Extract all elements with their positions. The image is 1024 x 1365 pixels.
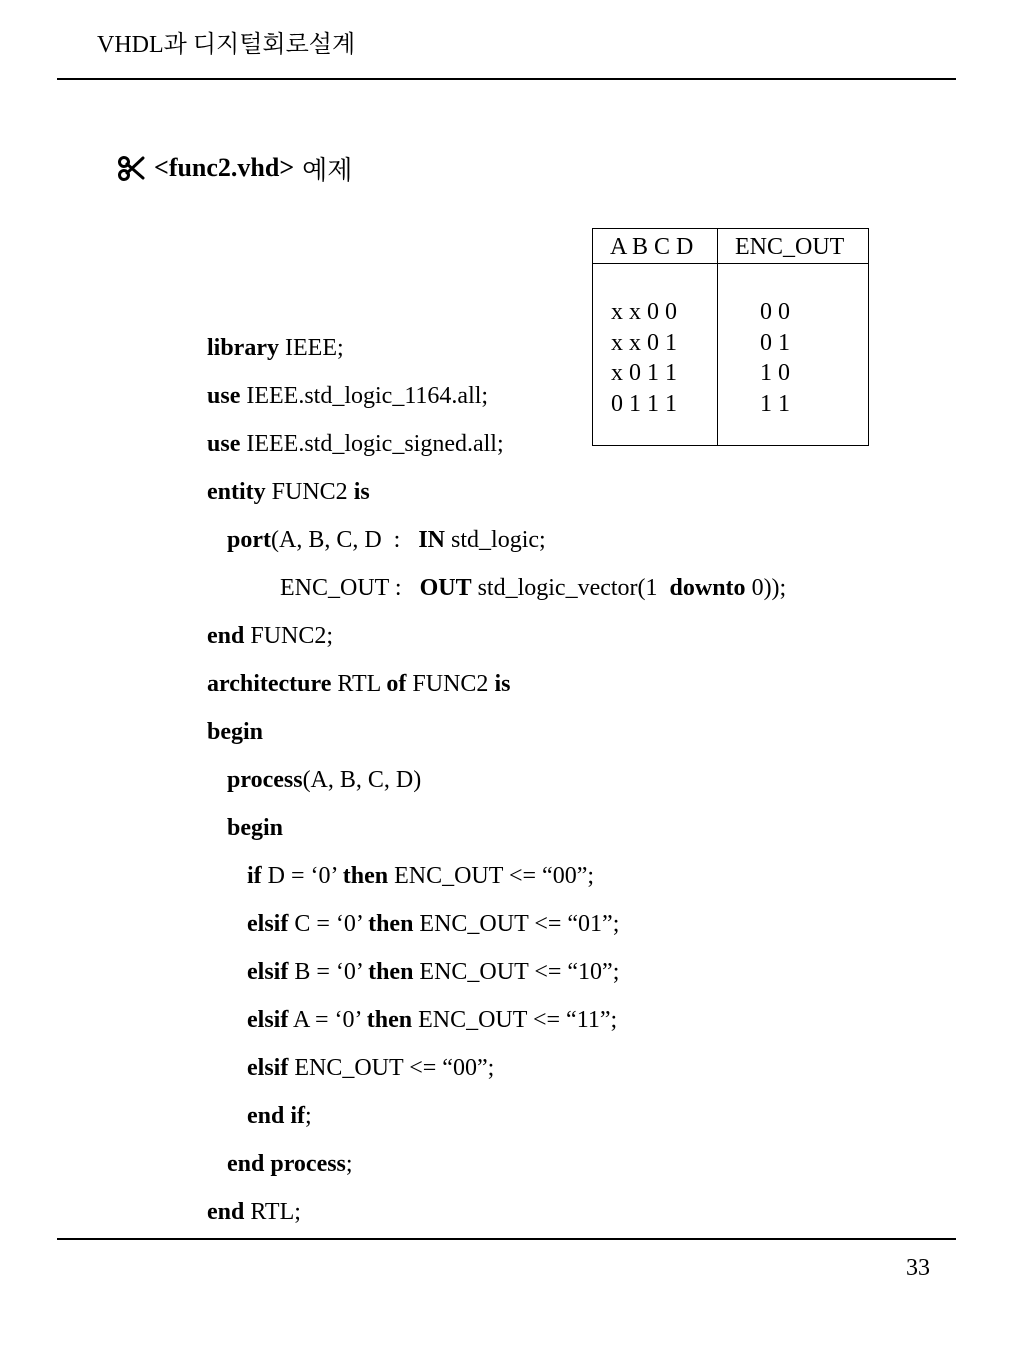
code-line — [207, 422, 786, 470]
code-text: RTL; — [244, 1199, 301, 1225]
code-line — [207, 326, 786, 374]
code-line — [207, 950, 786, 998]
code-keyword: then — [368, 959, 414, 985]
table-cell-input: x x 0 1 — [611, 329, 677, 356]
code-keyword: use — [207, 431, 241, 457]
table-cell-output: 1 0 — [760, 360, 790, 386]
code-keyword: then — [342, 863, 389, 889]
code-text: ; — [345, 1151, 353, 1177]
code-text: ENC_OUT <= “01”; — [413, 911, 620, 937]
table-row — [593, 297, 868, 328]
table-cell-output: 1 1 — [760, 390, 790, 417]
code-keyword: IN — [418, 527, 446, 553]
code-keyword: end if — [247, 1103, 306, 1129]
code-keyword: end — [207, 1199, 245, 1225]
table-header-divider — [593, 263, 868, 264]
code-line — [207, 470, 786, 518]
code-text: ; — [305, 1103, 312, 1129]
code-keyword: library — [207, 335, 279, 361]
code-line — [207, 1094, 786, 1142]
table-cell-output: 0 1 — [760, 329, 790, 356]
code-text: 0)); — [745, 575, 787, 601]
code-line — [207, 710, 786, 758]
code-keyword: use — [207, 383, 241, 409]
section-heading — [116, 148, 352, 188]
code-keyword: elsif — [247, 959, 289, 985]
code-keyword: downto — [669, 575, 746, 601]
code-line — [207, 854, 786, 902]
code-text: IEEE; — [279, 335, 344, 361]
table-cell-input: x x 0 0 — [611, 299, 677, 325]
code-text: C = ‘0’ — [288, 911, 369, 937]
code-line — [207, 1046, 786, 1094]
code-text: A = ‘0’ — [288, 1007, 367, 1033]
code-keyword: architecture — [207, 671, 332, 697]
table-cell-output: 0 0 — [760, 299, 790, 325]
header-divider — [57, 78, 956, 80]
scissors-icon — [116, 153, 146, 183]
code-text: FUNC2 — [265, 479, 354, 505]
code-line — [207, 374, 786, 422]
code-text: FUNC2; — [244, 623, 334, 649]
code-keyword: elsif — [247, 1055, 289, 1081]
code-line — [207, 614, 786, 662]
document-header-title: VHDL과 디지털회로설계 — [97, 32, 356, 58]
table-cell-input: 0 1 1 1 — [611, 390, 677, 417]
table-header-output: ENC_OUT — [735, 234, 845, 260]
code-keyword: process — [227, 767, 303, 793]
code-line — [207, 662, 786, 710]
section-heading-text: <func2.vhd> — [154, 153, 295, 182]
code-keyword: is — [494, 671, 511, 697]
code-text: std_logic; — [445, 527, 546, 553]
vhdl-code-block — [207, 326, 786, 1238]
code-keyword: is — [353, 479, 370, 505]
code-line — [207, 902, 786, 950]
code-text: ENC_OUT <= “10”; — [413, 959, 620, 985]
footer-divider — [57, 1238, 956, 1240]
code-keyword: entity — [207, 479, 266, 505]
code-keyword: elsif — [247, 911, 289, 937]
code-text: IEEE.std_logic_1164.all; — [240, 383, 489, 409]
code-text: RTL — [331, 671, 387, 697]
code-line — [207, 758, 786, 806]
code-keyword: of — [386, 671, 407, 697]
code-keyword: port — [227, 527, 271, 553]
code-line — [207, 806, 786, 854]
section-heading-suffix: 예제 — [302, 155, 353, 185]
code-line — [207, 566, 786, 614]
code-line — [207, 518, 786, 566]
code-keyword: then — [368, 911, 414, 937]
code-line — [207, 998, 786, 1046]
code-text: FUNC2 — [406, 671, 495, 697]
code-keyword: then — [366, 1007, 413, 1033]
code-keyword: end process — [227, 1151, 346, 1177]
code-keyword: OUT — [419, 575, 472, 601]
code-keyword: elsif — [247, 1007, 289, 1033]
code-text: (A, B, C, D : — [271, 527, 419, 553]
code-line — [207, 1142, 786, 1190]
code-text: ENC_OUT <= “00”; — [388, 863, 595, 889]
code-text: ENC_OUT <= “00”; — [288, 1055, 495, 1081]
code-text: std_logic_vector(1 — [471, 575, 670, 601]
code-text: D = ‘0’ — [261, 863, 343, 889]
code-keyword: begin — [227, 815, 284, 841]
code-text: IEEE.std_logic_signed.all; — [240, 431, 504, 457]
code-keyword: if — [247, 863, 262, 889]
code-text: B = ‘0’ — [288, 959, 369, 985]
code-text: ENC_OUT <= “11”; — [412, 1007, 618, 1033]
table-header-inputs: A B C D — [610, 234, 694, 260]
page-number: 33 — [906, 1255, 930, 1281]
code-text: (A, B, C, D) — [302, 767, 422, 793]
code-keyword: end — [207, 623, 245, 649]
table-cell-input: x 0 1 1 — [611, 360, 677, 386]
code-keyword: begin — [207, 719, 264, 745]
code-text: ENC_OUT : — [280, 575, 420, 601]
code-line — [207, 1190, 786, 1238]
